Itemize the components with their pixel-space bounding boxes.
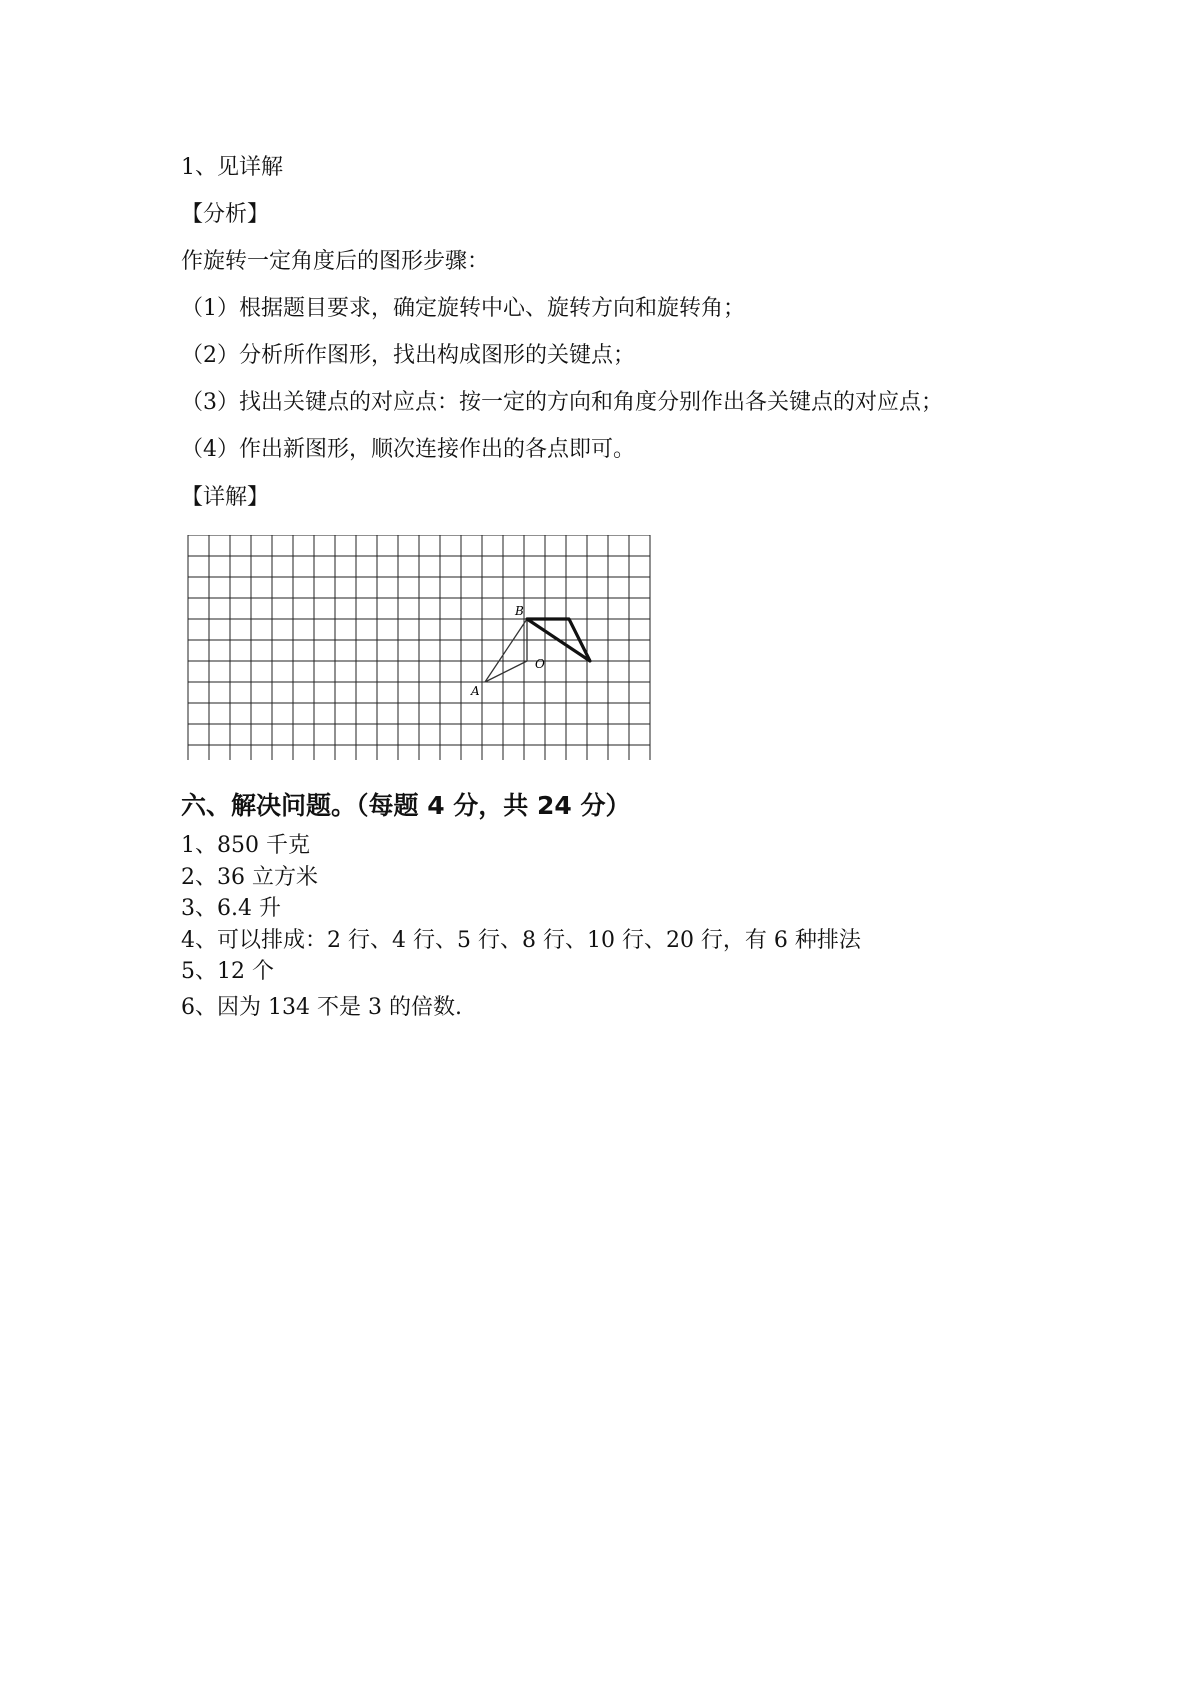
answer-3: 3、6.4 升 [181,896,281,921]
detail-heading: 【详解】 [181,485,270,510]
analysis-intro: 作旋转一定角度后的图形步骤： [181,249,490,274]
grid-lines [188,535,650,760]
point-b-label: B [515,604,524,618]
answer-5: 5、12 个 [181,959,274,984]
analysis-step-3: （3）找出关键点的对应点：按一定的方向和角度分别作出各关键点的对应点； [181,390,943,415]
point-a-label: A [471,684,480,698]
answer-list [181,830,861,1023]
analysis-step-2: （2）分析所作图形，找出构成图形的关键点； [181,343,635,368]
analysis-step-1: （1）根据题目要求，确定旋转中心、旋转方向和旋转角； [181,296,745,321]
answer-4: 4、可以排成：2 行、4 行、5 行、8 行、10 行、20 行，有 6 种排法 [181,927,861,953]
point-o-label: O [535,657,545,671]
analysis-step-4: （4）作出新图形，顺次连接作出的各点即可。 [181,437,635,462]
segment-ab [485,619,527,682]
grid-figure [185,535,655,760]
answer-1: 1、850 千克 [181,833,310,858]
answer-6: 6、因为 134 不是 3 的倍数. [181,994,462,1020]
section-title: 六、解决问题。（每题 4 分，共 24 分） [181,791,631,820]
answer-title: 1、见详解 [181,155,283,180]
rotation-diagram [185,535,655,764]
answer-2: 2、36 立方米 [181,864,318,890]
analysis-heading: 【分析】 [181,202,270,227]
